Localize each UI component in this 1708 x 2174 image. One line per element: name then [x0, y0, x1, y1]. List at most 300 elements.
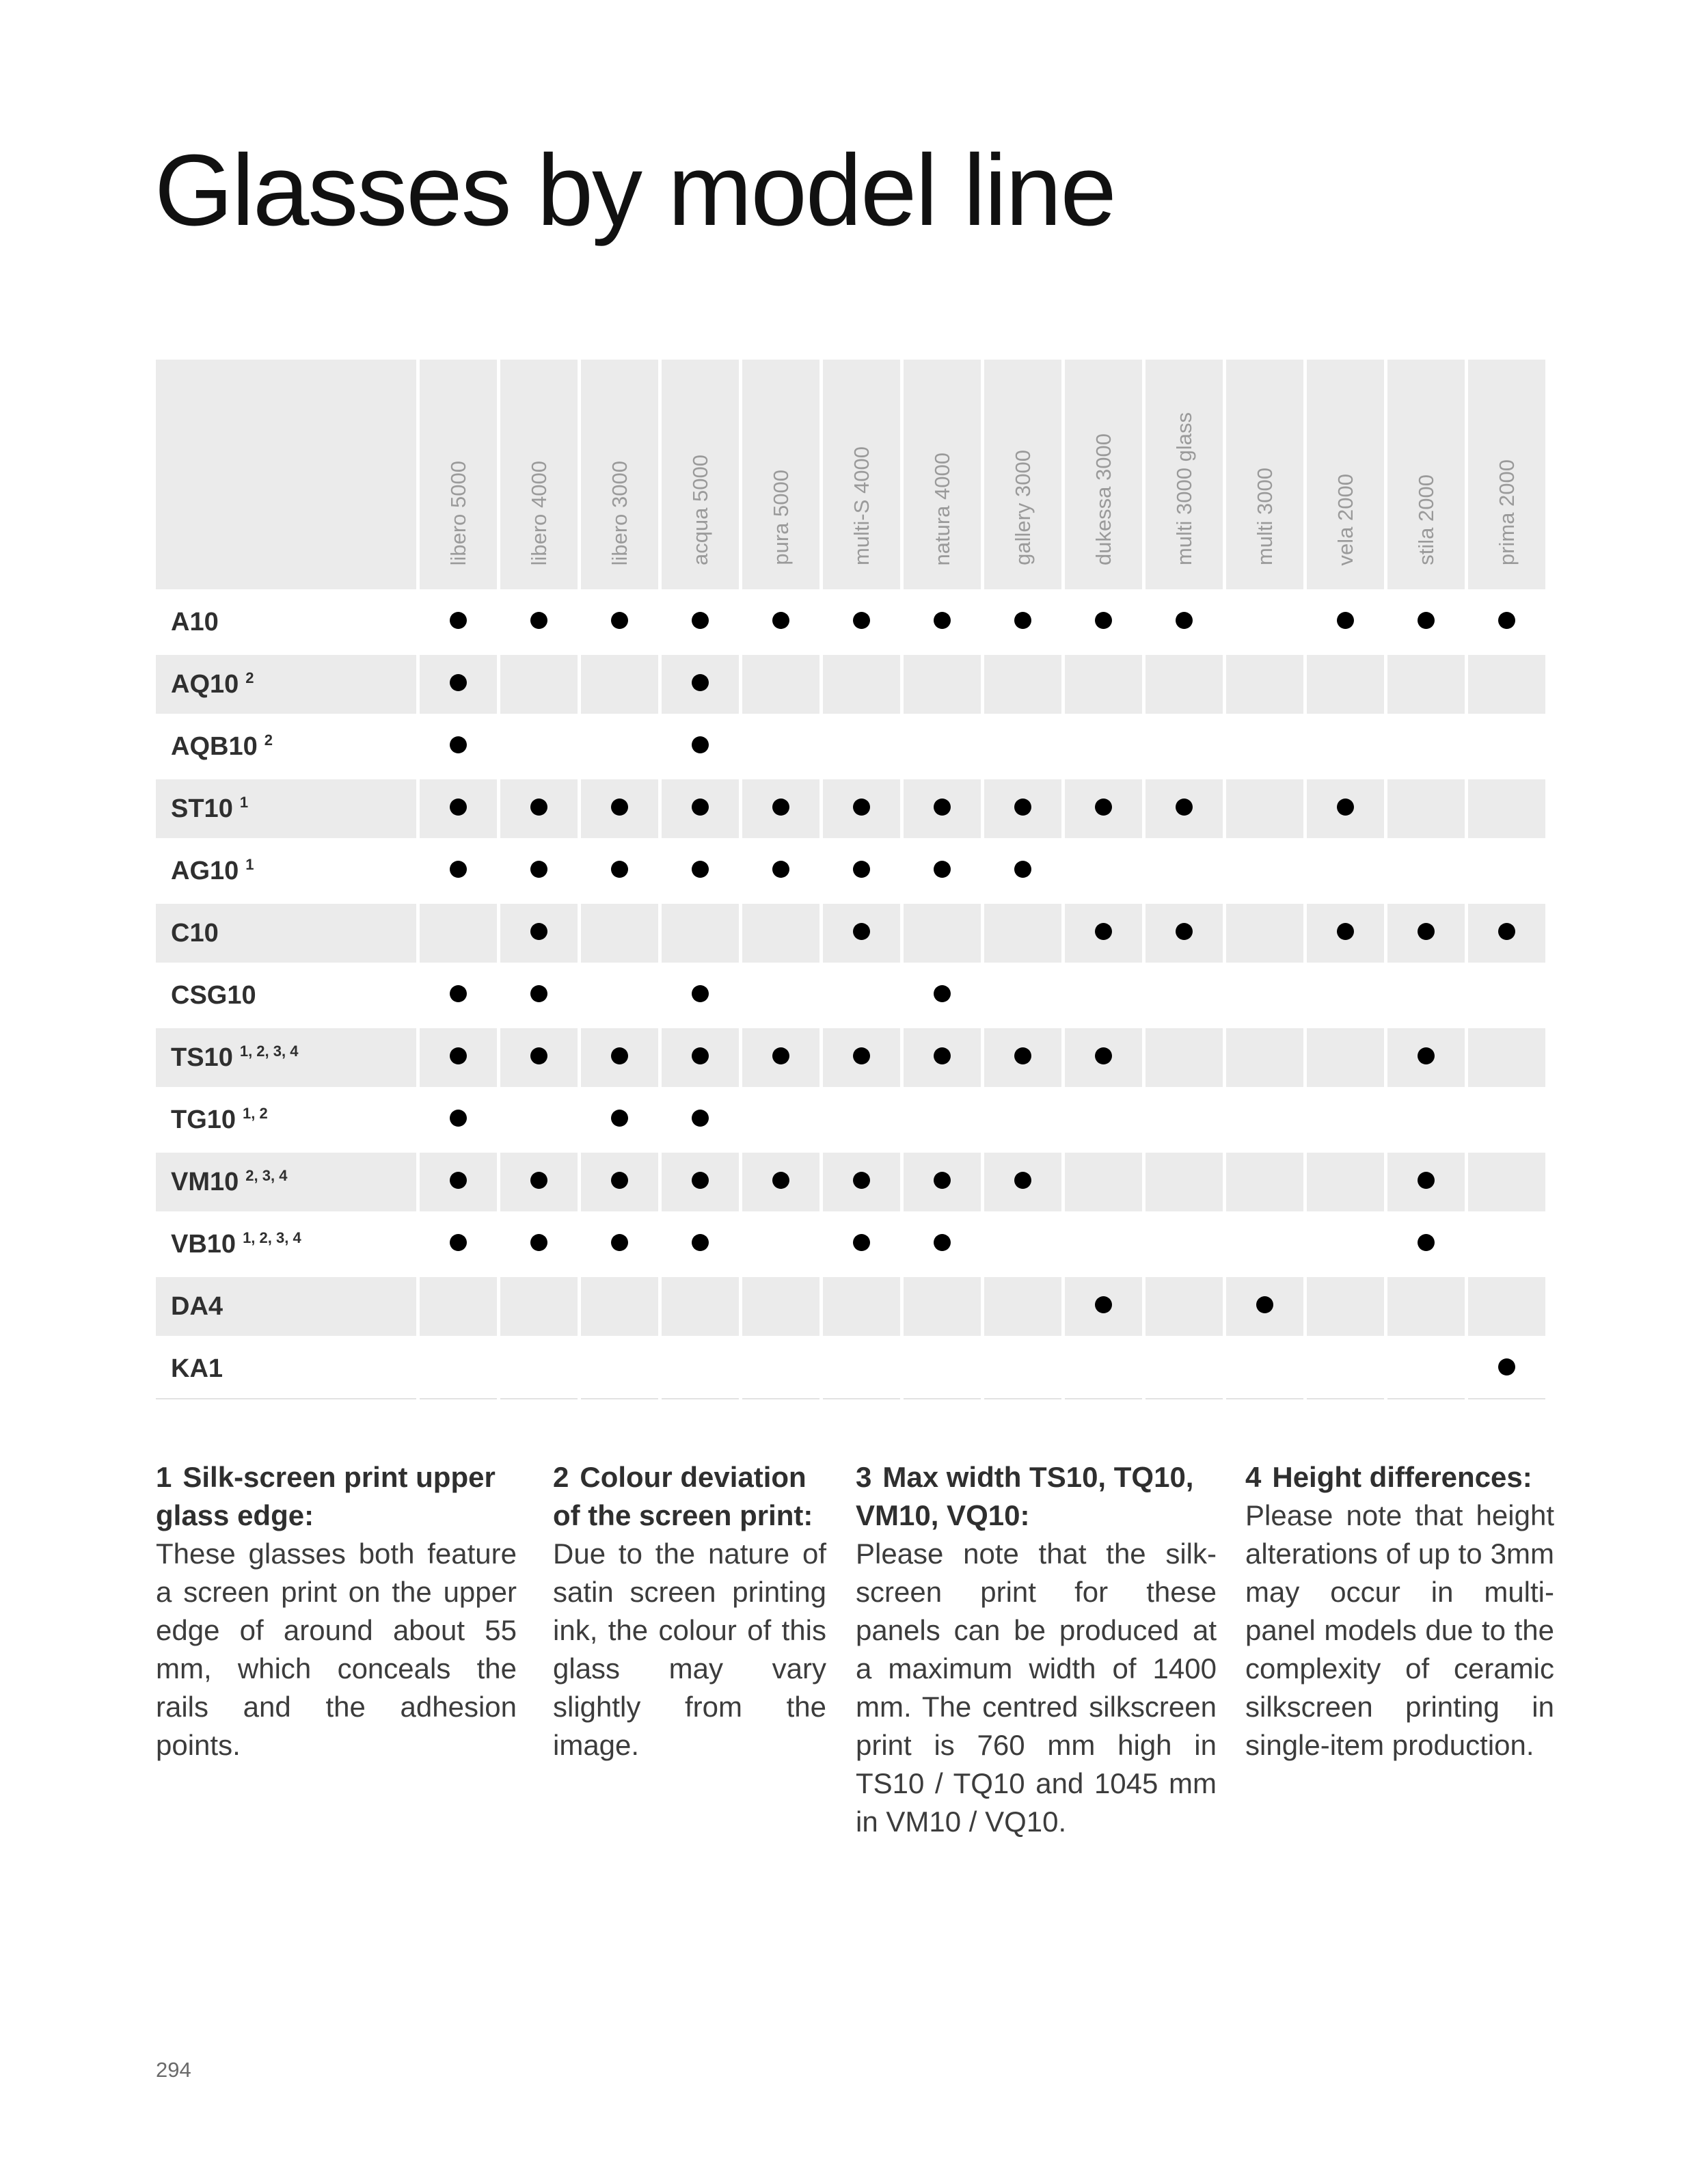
availability-dot-icon	[934, 1172, 951, 1189]
availability-dot-icon	[1256, 1296, 1273, 1313]
availability-dot-icon	[692, 1110, 709, 1127]
availability-dot-icon	[772, 612, 789, 629]
matrix-cell	[1468, 1274, 1545, 1336]
table-row	[156, 963, 1545, 1025]
availability-dot-icon	[1014, 612, 1031, 629]
table-row	[156, 1211, 1545, 1274]
row-label	[156, 1211, 416, 1274]
matrix-cell	[1146, 1211, 1223, 1274]
matrix-cell	[984, 1336, 1061, 1399]
matrix-cell	[1307, 714, 1384, 776]
availability-dot-icon	[1418, 612, 1435, 629]
column-header-label: vela 2000	[1333, 473, 1357, 565]
footnote-heading	[1245, 1458, 1554, 1497]
column-header	[1065, 360, 1142, 589]
availability-dot-icon	[692, 674, 709, 691]
footnote-number: 4	[1245, 1461, 1262, 1493]
matrix-cell	[500, 652, 578, 714]
matrix-cell	[1307, 963, 1384, 1025]
row-label	[156, 652, 416, 714]
matrix-cell	[1226, 652, 1303, 714]
matrix-cell	[984, 714, 1061, 776]
matrix-cell	[1307, 1336, 1384, 1399]
matrix-cell	[662, 714, 739, 776]
matrix-cell	[1226, 963, 1303, 1025]
matrix-cell	[1065, 1149, 1142, 1211]
matrix-cell	[1468, 776, 1545, 838]
row-label-text: TS10	[171, 1043, 233, 1072]
matrix-cell	[1468, 838, 1545, 900]
table-row	[156, 652, 1545, 714]
matrix-cell	[420, 652, 497, 714]
availability-dot-icon	[611, 1110, 628, 1127]
row-label-text: AG10	[171, 857, 239, 885]
row-footnote-ref: 1	[245, 856, 254, 873]
availability-dot-icon	[450, 1047, 467, 1064]
availability-dot-icon	[934, 1047, 951, 1064]
availability-dot-icon	[450, 1234, 467, 1251]
column-header	[581, 360, 658, 589]
availability-dot-icon	[853, 799, 870, 816]
availability-dot-icon	[772, 1172, 789, 1189]
availability-dot-icon	[530, 1047, 547, 1064]
matrix-cell	[984, 589, 1061, 652]
availability-dot-icon	[934, 612, 951, 629]
footnote-1	[156, 1458, 517, 1764]
row-label	[156, 1025, 416, 1087]
availability-dot-icon	[692, 1047, 709, 1064]
row-label	[156, 838, 416, 900]
matrix-cell	[581, 1087, 658, 1149]
row-label-text: C10	[171, 918, 219, 948]
matrix-cell	[742, 714, 819, 776]
matrix-cell	[984, 1087, 1061, 1149]
column-header-label: libero 4000	[527, 460, 551, 565]
availability-dot-icon	[692, 1172, 709, 1189]
matrix-cell	[500, 1087, 578, 1149]
matrix-cell	[904, 714, 981, 776]
matrix-cell	[823, 1087, 900, 1149]
matrix-cell	[662, 900, 739, 963]
availability-dot-icon	[1014, 1047, 1031, 1064]
matrix-cell	[1468, 652, 1545, 714]
matrix-cell	[1387, 1274, 1465, 1336]
matrix-cell	[1226, 1149, 1303, 1211]
matrix-cell	[1065, 838, 1142, 900]
row-label-text: CSG10	[171, 980, 256, 1010]
matrix-cell	[904, 776, 981, 838]
matrix-cell	[1468, 900, 1545, 963]
row-label-text: AQB10	[171, 732, 258, 761]
footnote-heading	[553, 1458, 826, 1535]
matrix-cell	[1387, 589, 1465, 652]
matrix-cell	[742, 1336, 819, 1399]
column-header-label: multi 3000	[1253, 467, 1277, 565]
availability-dot-icon	[611, 1047, 628, 1064]
matrix-cell	[1146, 1149, 1223, 1211]
matrix-cell	[742, 1087, 819, 1149]
column-header-label: pura 5000	[769, 470, 793, 565]
row-footnote-ref: 1, 2, 3, 4	[243, 1229, 301, 1246]
matrix-cell	[823, 1025, 900, 1087]
matrix-cell	[1065, 714, 1142, 776]
matrix-cell	[984, 652, 1061, 714]
row-label	[156, 1274, 416, 1336]
row-label	[156, 963, 416, 1025]
footnote-heading	[856, 1458, 1217, 1535]
matrix-cell	[1307, 1274, 1384, 1336]
column-header	[1468, 360, 1545, 589]
footnote-2	[553, 1458, 826, 1764]
matrix-cell	[904, 1025, 981, 1087]
matrix-cell	[581, 1336, 658, 1399]
footnote-heading-text: Colour deviation of the screen print:	[553, 1461, 813, 1531]
matrix-cell	[904, 1274, 981, 1336]
matrix-cell	[1307, 1211, 1384, 1274]
matrix-cell	[1065, 963, 1142, 1025]
matrix-cell	[662, 1274, 739, 1336]
matrix-cell	[984, 1211, 1061, 1274]
matrix-cell	[420, 900, 497, 963]
matrix-cell	[904, 1211, 981, 1274]
column-header-label: libero 3000	[608, 460, 632, 565]
availability-dot-icon	[1498, 1358, 1515, 1375]
matrix-cell	[1146, 714, 1223, 776]
matrix-cell	[1146, 838, 1223, 900]
matrix-cell	[662, 1149, 739, 1211]
matrix-cell	[1146, 776, 1223, 838]
matrix-cell	[662, 1211, 739, 1274]
matrix-cell	[1468, 1336, 1545, 1399]
table-row	[156, 1149, 1545, 1211]
column-header-label: prima 2000	[1495, 459, 1519, 565]
matrix-cell	[1226, 1274, 1303, 1336]
matrix-cell	[904, 652, 981, 714]
matrix-cell	[420, 589, 497, 652]
matrix-cell	[500, 1211, 578, 1274]
matrix-cell	[581, 589, 658, 652]
matrix-cell	[581, 776, 658, 838]
matrix-cell	[500, 1025, 578, 1087]
matrix-cell	[904, 963, 981, 1025]
matrix-cell	[420, 1274, 497, 1336]
matrix-cell	[1468, 1025, 1545, 1087]
matrix-cell	[1146, 652, 1223, 714]
matrix-cell	[984, 1149, 1061, 1211]
availability-dot-icon	[772, 799, 789, 816]
availability-dot-icon	[853, 861, 870, 878]
row-footnote-ref: 1, 2	[243, 1105, 268, 1122]
row-footnote-ref: 1	[239, 794, 249, 811]
matrix-cell	[1468, 1211, 1545, 1274]
availability-dot-icon	[530, 799, 547, 816]
row-label-text: VM10	[171, 1168, 239, 1196]
availability-dot-icon	[853, 1172, 870, 1189]
matrix-cell	[984, 963, 1061, 1025]
availability-dot-icon	[853, 923, 870, 940]
matrix-cell	[1468, 714, 1545, 776]
availability-dot-icon	[530, 985, 547, 1002]
availability-dot-icon	[450, 674, 467, 691]
matrix-cell	[500, 1274, 578, 1336]
availability-dot-icon	[450, 1172, 467, 1189]
matrix-cell	[500, 776, 578, 838]
matrix-cell	[1387, 714, 1465, 776]
matrix-cell	[1065, 776, 1142, 838]
matrix-cell	[1146, 1025, 1223, 1087]
availability-dot-icon	[934, 985, 951, 1002]
availability-dot-icon	[450, 736, 467, 753]
row-label-text: TG10	[171, 1105, 236, 1134]
matrix-cell	[1307, 589, 1384, 652]
matrix-cell	[823, 900, 900, 963]
footnote-number: 2	[553, 1461, 569, 1493]
matrix-cell	[1146, 589, 1223, 652]
availability-dot-icon	[450, 861, 467, 878]
availability-dot-icon	[853, 1047, 870, 1064]
matrix-cell	[1468, 1149, 1545, 1211]
matrix-cell	[1146, 1336, 1223, 1399]
matrix-body	[156, 589, 1545, 1399]
row-label-text: AQ10	[171, 670, 239, 699]
matrix-cell	[581, 963, 658, 1025]
row-label-text: KA1	[171, 1354, 223, 1383]
matrix-cell	[1387, 963, 1465, 1025]
availability-dot-icon	[1418, 1234, 1435, 1251]
column-header	[1146, 360, 1223, 589]
table-row	[156, 1336, 1545, 1399]
column-header-label: stila 2000	[1414, 474, 1438, 565]
matrix-cell	[500, 714, 578, 776]
matrix-cell	[1065, 1211, 1142, 1274]
matrix-cell	[984, 1025, 1061, 1087]
matrix-cell	[662, 776, 739, 838]
matrix-cell	[1065, 652, 1142, 714]
matrix-cell	[420, 1149, 497, 1211]
matrix-cell	[1387, 1087, 1465, 1149]
matrix-cell	[823, 1274, 900, 1336]
row-label-text: A10	[171, 607, 219, 636]
matrix-cell	[1065, 900, 1142, 963]
matrix-cell	[1226, 1025, 1303, 1087]
footnote-heading-text: Silk-screen print upper glass edge:	[156, 1461, 496, 1531]
availability-dot-icon	[692, 612, 709, 629]
matrix-cell	[1226, 714, 1303, 776]
column-header	[1387, 360, 1465, 589]
row-label	[156, 776, 416, 838]
column-header	[1307, 360, 1384, 589]
column-header	[662, 360, 739, 589]
footnote-heading-text: Max width TS10, TQ10, VM10, VQ10:	[856, 1461, 1194, 1531]
availability-dot-icon	[1095, 799, 1112, 816]
matrix-cell	[823, 776, 900, 838]
availability-dot-icon	[1176, 923, 1193, 940]
row-footnote-ref: 2	[245, 669, 254, 686]
matrix-cell	[904, 838, 981, 900]
matrix-cell	[742, 1025, 819, 1087]
matrix-cell	[1307, 1149, 1384, 1211]
matrix-cell	[1065, 1025, 1142, 1087]
availability-dot-icon	[450, 1110, 467, 1127]
footnote-body: Please note that the silk-screen print for these panels can be produced at a maximum width of 1400 mm. The centred silkscreen print is 760 mm high in TS10 / TQ10 and 1045 mm in VM10 / VQ10.	[856, 1538, 1217, 1838]
row-label	[156, 589, 416, 652]
column-header-label: multi 3000 glass	[1172, 412, 1196, 565]
column-header-row	[156, 360, 1545, 589]
matrix-cell	[823, 838, 900, 900]
matrix-cell	[1226, 776, 1303, 838]
footnote-3	[856, 1458, 1217, 1841]
availability-dot-icon	[934, 799, 951, 816]
availability-dot-icon	[611, 612, 628, 629]
matrix-cell	[742, 652, 819, 714]
row-label-text: VB10	[171, 1230, 236, 1259]
matrix-cell	[823, 963, 900, 1025]
matrix-cell	[1387, 1025, 1465, 1087]
column-header	[984, 360, 1061, 589]
availability-dot-icon	[1418, 1172, 1435, 1189]
matrix-cell	[1387, 1211, 1465, 1274]
availability-dot-icon	[1337, 799, 1354, 816]
availability-dot-icon	[611, 861, 628, 878]
availability-dot-icon	[530, 1234, 547, 1251]
matrix-cell	[1468, 589, 1545, 652]
footnote-4	[1245, 1458, 1554, 1764]
matrix-cell	[662, 963, 739, 1025]
column-header-label: multi-S 4000	[850, 446, 873, 565]
matrix-cell	[1226, 838, 1303, 900]
matrix-cell	[742, 776, 819, 838]
row-label	[156, 714, 416, 776]
matrix-cell	[823, 589, 900, 652]
matrix-cell	[420, 776, 497, 838]
matrix-cell	[1468, 963, 1545, 1025]
matrix-cell	[904, 1336, 981, 1399]
matrix-cell	[420, 1211, 497, 1274]
row-footnote-ref: 2, 3, 4	[245, 1167, 288, 1184]
matrix-cell	[984, 900, 1061, 963]
row-footnote-ref: 2	[264, 732, 273, 749]
column-header-label: acqua 5000	[688, 454, 712, 565]
footnote-heading	[156, 1458, 517, 1535]
matrix-cell	[581, 1025, 658, 1087]
column-header	[904, 360, 981, 589]
table-row	[156, 1274, 1545, 1336]
matrix-cell	[823, 1336, 900, 1399]
availability-dot-icon	[1014, 861, 1031, 878]
availability-dot-icon	[450, 612, 467, 629]
availability-dot-icon	[611, 799, 628, 816]
matrix-cell	[1468, 1087, 1545, 1149]
matrix-cell	[1226, 589, 1303, 652]
matrix-cell	[500, 963, 578, 1025]
availability-dot-icon	[1014, 1172, 1031, 1189]
header-corner	[156, 360, 416, 589]
matrix-cell	[420, 1087, 497, 1149]
column-header	[742, 360, 819, 589]
availability-dot-icon	[1418, 923, 1435, 940]
row-label-text: DA4	[171, 1291, 223, 1321]
matrix-cell	[742, 963, 819, 1025]
availability-dot-icon	[530, 861, 547, 878]
matrix-cell	[662, 1025, 739, 1087]
availability-dot-icon	[530, 1172, 547, 1189]
availability-dot-icon	[611, 1172, 628, 1189]
matrix-cell	[500, 589, 578, 652]
availability-dot-icon	[772, 861, 789, 878]
matrix-cell	[823, 1149, 900, 1211]
row-footnote-ref: 1, 2, 3, 4	[239, 1043, 299, 1060]
matrix-cell	[500, 838, 578, 900]
row-label	[156, 900, 416, 963]
availability-dot-icon	[450, 799, 467, 816]
matrix-cell	[1226, 1211, 1303, 1274]
matrix-cell	[1387, 652, 1465, 714]
matrix-cell	[1226, 900, 1303, 963]
matrix-cell	[742, 1211, 819, 1274]
matrix-cell	[420, 963, 497, 1025]
matrix-cell	[742, 900, 819, 963]
column-header	[823, 360, 900, 589]
availability-dot-icon	[1418, 1047, 1435, 1064]
matrix-cell	[1146, 900, 1223, 963]
matrix-cell	[420, 714, 497, 776]
glass-model-matrix	[152, 360, 1549, 1399]
table-row	[156, 776, 1545, 838]
availability-dot-icon	[1095, 612, 1112, 629]
column-header-label: natura 4000	[930, 452, 954, 565]
matrix-cell	[1226, 1336, 1303, 1399]
matrix-cell	[984, 838, 1061, 900]
availability-dot-icon	[1095, 1047, 1112, 1064]
availability-dot-icon	[692, 861, 709, 878]
column-header	[420, 360, 497, 589]
matrix-cell	[1387, 1149, 1465, 1211]
column-header	[1226, 360, 1303, 589]
page-title: Glasses by model line	[154, 134, 1115, 247]
availability-dot-icon	[692, 1234, 709, 1251]
matrix-cell	[581, 1274, 658, 1336]
column-header-label: dukessa 3000	[1092, 433, 1115, 565]
matrix-cell	[1387, 900, 1465, 963]
matrix-cell	[581, 652, 658, 714]
matrix-cell	[1146, 1087, 1223, 1149]
row-label	[156, 1336, 416, 1399]
availability-dot-icon	[1014, 799, 1031, 816]
table-row	[156, 1087, 1545, 1149]
matrix-cell	[904, 589, 981, 652]
footnote-number: 3	[856, 1461, 872, 1493]
column-header-label: gallery 3000	[1011, 450, 1035, 565]
matrix-cell	[662, 589, 739, 652]
matrix-cell	[1307, 776, 1384, 838]
matrix-cell	[1307, 900, 1384, 963]
matrix-cell	[1065, 589, 1142, 652]
matrix-cell	[984, 776, 1061, 838]
matrix-cell	[581, 714, 658, 776]
matrix-cell	[662, 838, 739, 900]
matrix-cell	[904, 1087, 981, 1149]
matrix-cell	[1387, 1336, 1465, 1399]
matrix-cell	[662, 652, 739, 714]
availability-dot-icon	[692, 736, 709, 753]
matrix-cell	[823, 652, 900, 714]
table-row	[156, 838, 1545, 900]
matrix-cell	[1307, 1087, 1384, 1149]
matrix-cell	[500, 1336, 578, 1399]
table-row	[156, 714, 1545, 776]
page-number: 294	[156, 2058, 191, 2082]
matrix-cell	[742, 1274, 819, 1336]
